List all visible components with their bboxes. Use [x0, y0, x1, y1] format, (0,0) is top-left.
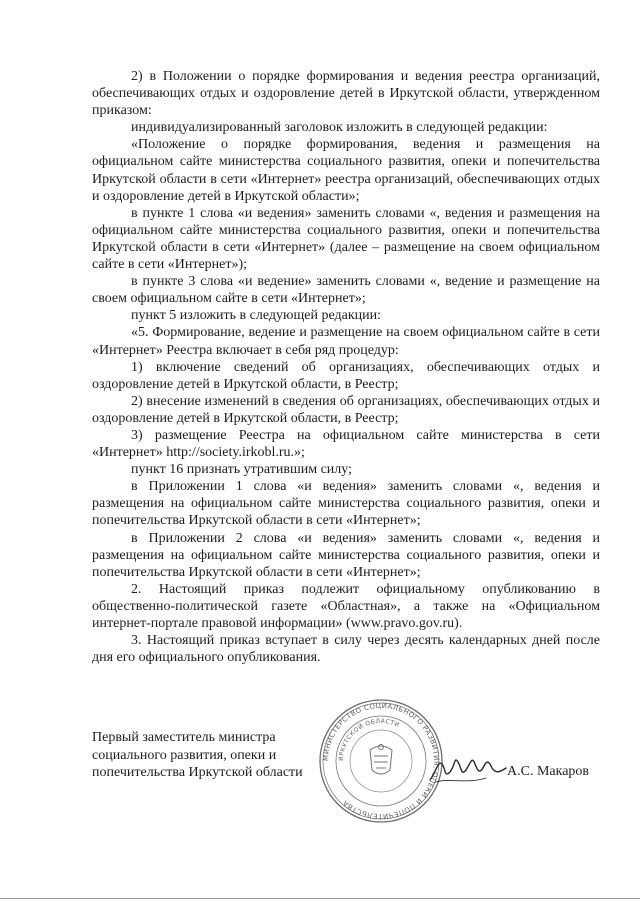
paragraph: «Положение о порядке формирования, ведения и размещения на официальном сайте министерства социального развития, опеки и попечительства Иркутской области в сети «Интернет» реестра организаций, обеспечивающих отдых и оздоровление детей в Иркутской области»;	[92, 137, 600, 204]
paragraph: в пункте 1 слова «и ведения» заменить словами «, ведения и размещения на официальном сайте министерства социального развития, опеки и попечительства Иркутской области в сети «Интернет» (далее – размещение на своем официальном сайте в сети «Интернет»);	[92, 205, 600, 273]
paragraph: 3. Настоящий приказ вступает в силу через десять календарных дней после дня его официального опубликования.	[92, 633, 600, 666]
paragraph: «5. Формирование, ведение и размещение на своем официальном сайте в сети «Интернет» Реестра включает в себя ряд процедур:	[92, 325, 600, 358]
paragraph: пункт 16 признать утратившим силу;	[131, 462, 352, 478]
official-seal-stamp	[318, 698, 444, 824]
paragraph: в Приложении 1 слова «и ведения» заменить словами «, ведения и размещения на официальном сайте министерства социального развития, опеки и попечительства Иркутской области в сети «Интернет»;	[92, 479, 600, 529]
document-body	[92, 68, 600, 666]
signatory-name: А.С. Макаров	[507, 764, 590, 779]
paragraph: 3) размещение Реестра на официальном сайте министерства в сети «Интернет» http://society.irkobl.ru.»;	[92, 427, 600, 461]
seal-emblem-icon	[370, 745, 392, 775]
paragraph: 1) включение сведений об организациях, обеспечивающих отдых и оздоровление детей в Иркутской области, в Реестр;	[92, 359, 600, 392]
paragraph: 2. Настоящий приказ подлежит официальному опубликованию в общественно-политической газете «Областная», а также на «Официальном интернет-портале правовой информации» (www.pravo.gov.ru).	[92, 581, 600, 631]
signatory-title	[92, 729, 303, 782]
paragraph: в пункте 3 слова «и ведение» заменить словами «, ведение и размещение на своем официальном сайте в сети «Интернет»;	[92, 274, 600, 307]
signatory-title-line: социального развития, опеки и	[92, 747, 277, 763]
paragraph: в Приложении 2 слова «и ведения» заменить словами «, ведения и размещения на официальном сайте министерства социального развития, опеки и попечительства Иркутской области в сети «Интернет»;	[92, 530, 600, 580]
paragraph: 2) в Положении о порядке формирования и ведения реестра организаций, обеспечивающих отдых и оздоровление детей в Иркутской области, утвержденном приказом:	[92, 69, 600, 119]
signatory-title-line: Первый заместитель министра	[92, 730, 276, 745]
paragraph: 2) внесение изменений в сведения об организациях, обеспечивающих отдых и оздоровление детей в Иркутской области, в Реестр;	[92, 393, 600, 426]
paragraph: индивидуализированный заголовок изложить в следующей редакции:	[131, 120, 548, 136]
signatory-title-line: попечительства Иркутской области	[92, 765, 303, 780]
page-bottom-edge	[0, 898, 640, 899]
seal-outer-text: МИНИСТЕРСТВО СОЦИАЛЬНОГО РАЗВИТИЯ, ОПЕКИ И ПОПЕЧИТЕЛЬСТВА	[321, 701, 441, 821]
seal-inner-text: ИРКУТСКОЙ ОБЛАСТИ	[337, 717, 401, 762]
handwritten-signature	[428, 742, 508, 788]
paragraph: пункт 5 изложить в следующей редакции:	[131, 308, 381, 324]
